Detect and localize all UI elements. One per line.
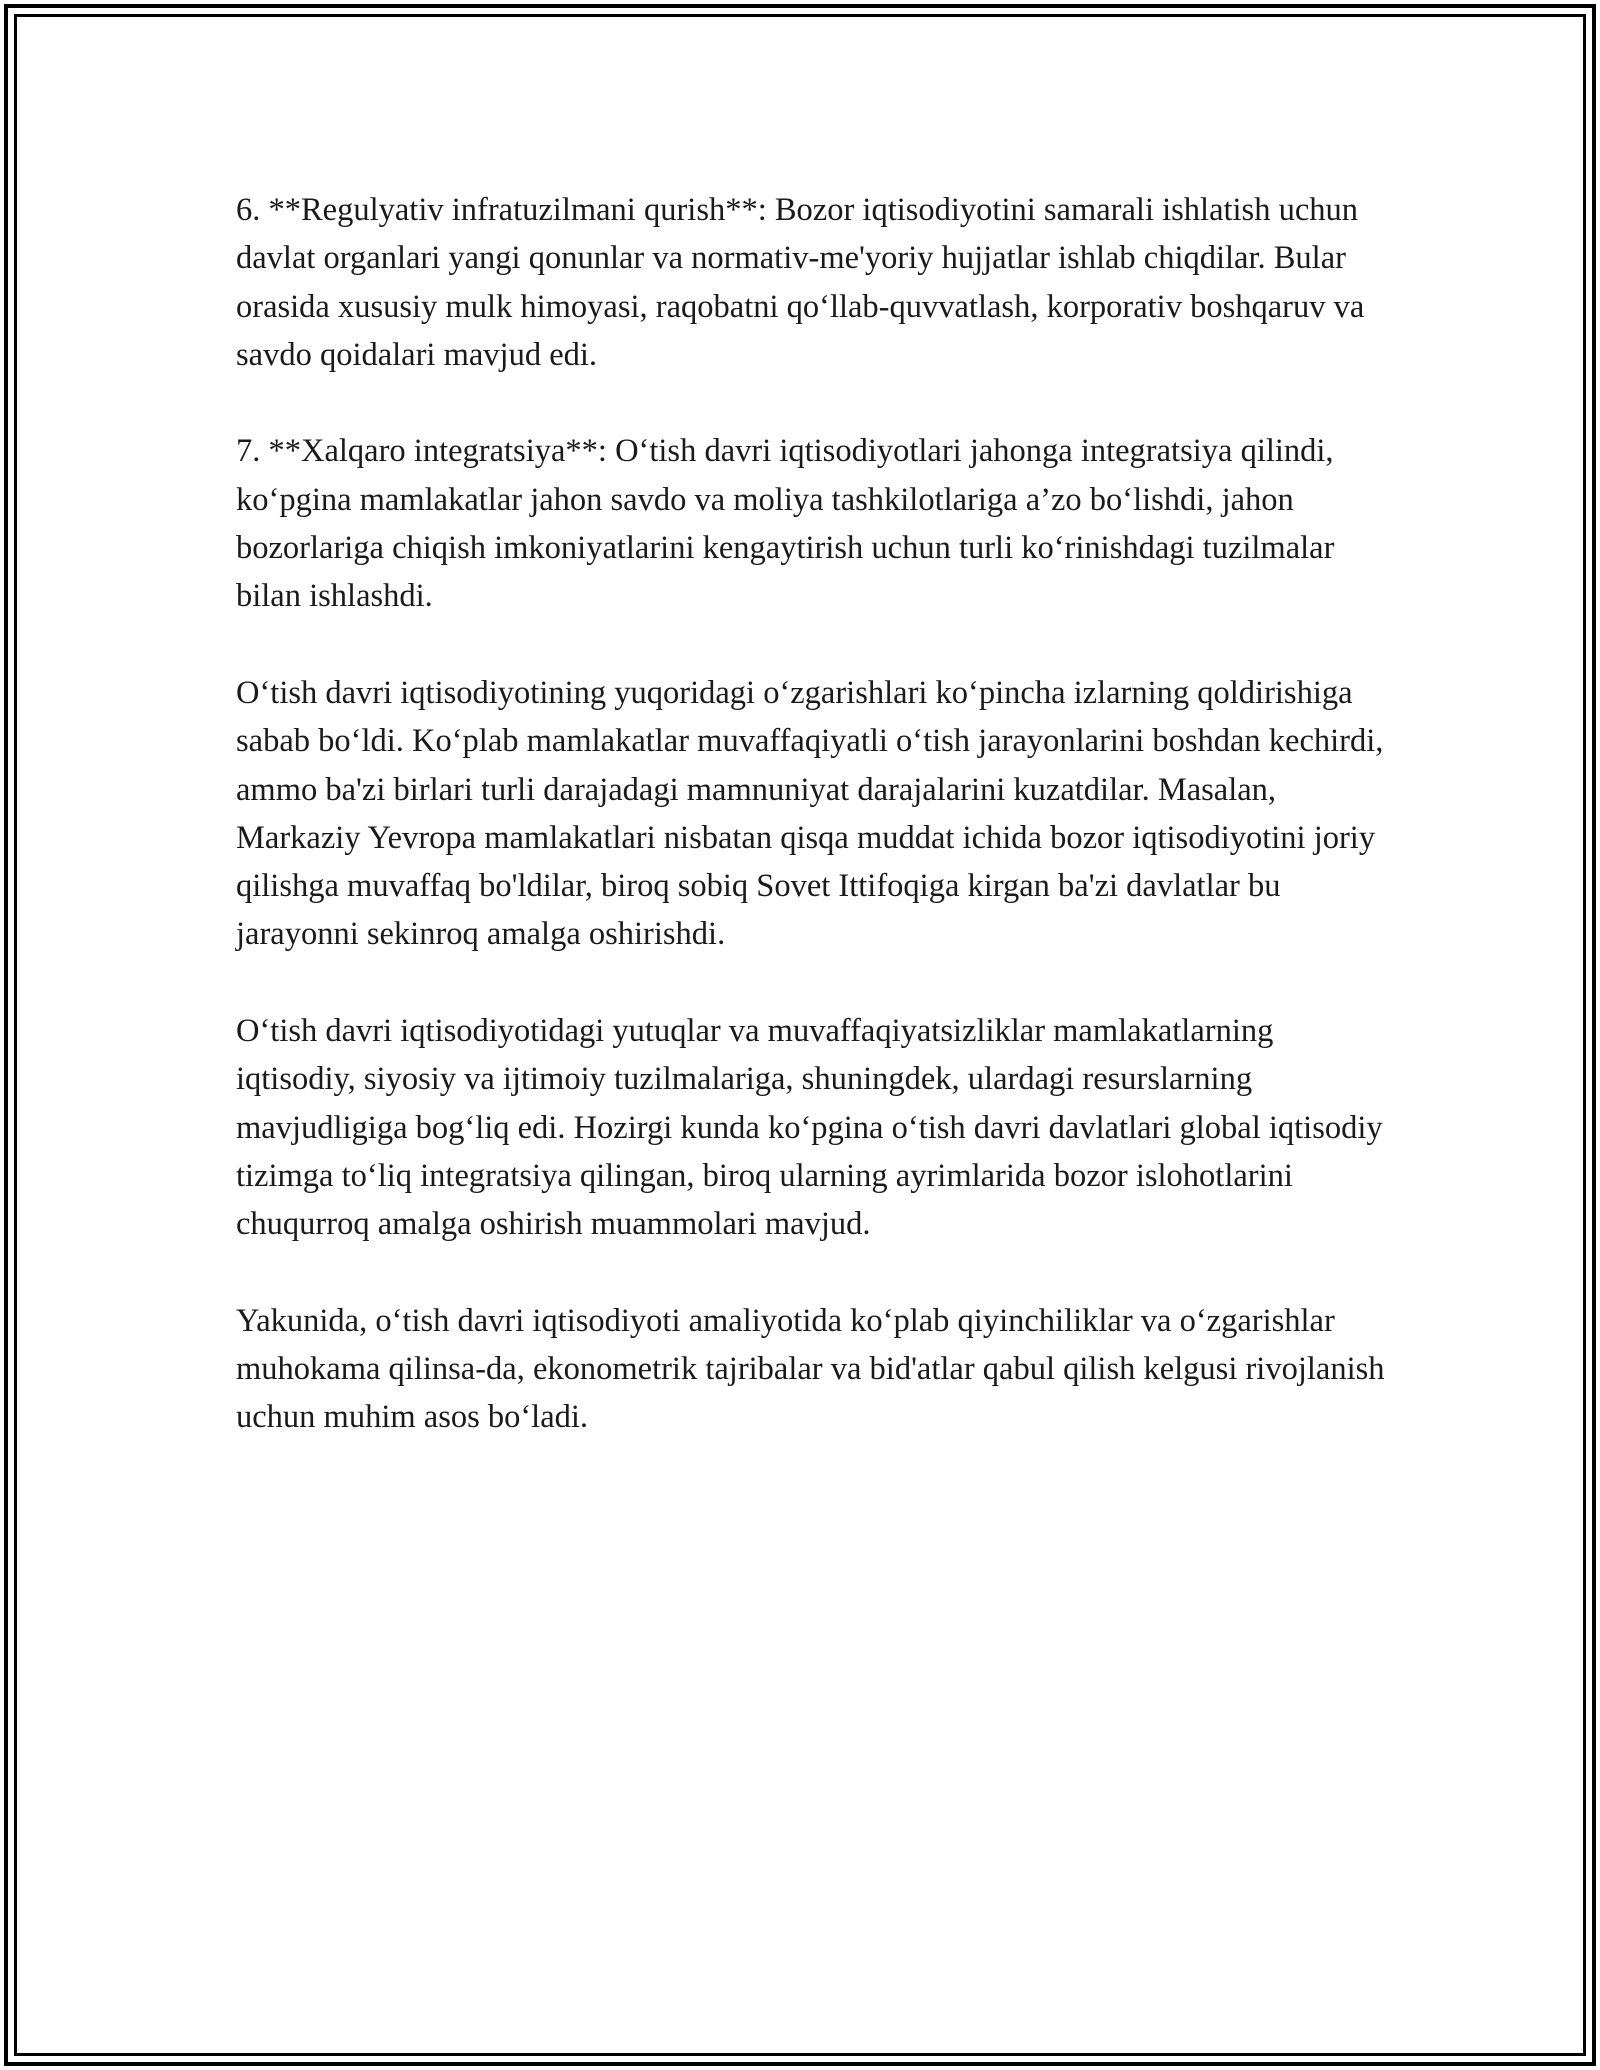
paragraph-regulatory-infrastructure: 6. **Regulyativ infratuzilmani qurish**: Bozor iqtisodiyotini samarali ishlatish uchun davlat organlari yangi qonunlar va normativ-me'yoriy hujjatlar ishlab chiqdilar. Bular orasida xususiy mulk himoyasi, raqobatni qo‘llab-quvvatlash, korporativ boshqaruv va savdo qoidalari mavjud edi. [236, 192, 1365, 373]
document-body [236, 186, 1386, 1490]
paragraph-international-integration: 7. **Xalqaro integratsiya**: O‘tish davri iqtisodiyotlari jahonga integratsiya qilindi, ko‘pgina mamlakatlar jahon savdo va moliya tashkilotlariga a’zo bo‘lishdi, jahon bozorlariga chiqish imkoniyatlarini kengaytirish uchun turli ko‘rinishdagi tuzilmalar bilan ishlashdi. [236, 433, 1335, 615]
paragraph-transition-outcomes: O‘tish davri iqtisodiyotining yuqoridagi o‘zgarishlari ko‘pincha izlarning qoldirishiga sabab bo‘ldi. Ko‘plab mamlakatlar muvaffaqiyatli o‘tish jarayonlarini boshdan kechirdi, ammo ba'zi birlari turli darajadagi mamnuniyat darajalarini kuzatdilar. Masalan, Markaziy Yevropa mamlakatlari nisbatan qisqa muddat ichida bozor iqtisodiyotini joriy qilishga muvaffaq bo'ldilar, biroq sobiq Sovet Ittifoqiga kirgan ba'zi davlatlar bu jarayonni sekinroq amalga oshirishdi. [236, 674, 1384, 953]
paragraph-conclusion: Yakunida, o‘tish davri iqtisodiyoti amaliyotida ko‘plab qiyinchiliklar va o‘zgarishlar muhokama qilinsa-da, ekonometrik tajribalar va bid'atlar qabul qilish kelgusi rivojlanish uchun muhim asos bo‘ladi. [236, 1302, 1385, 1436]
paragraph-successes-and-failures: O‘tish davri iqtisodiyotidagi yutuqlar va muvaffaqiyatsizliklar mamlakatlarning iqtisodiy, siyosiy va ijtimoiy tuzilmalariga, shuningdek, ulardagi resurslarning mavjudligiga bog‘liq edi. Hozirgi kunda ko‘pgina o‘tish davri davlatlari global iqtisodiy tizimga to‘liq integratsiya qilingan, biroq ularning ayrimlarida bozor islohotlarini chuqurroq amalga oshirish muammolari mavjud. [236, 1013, 1383, 1243]
